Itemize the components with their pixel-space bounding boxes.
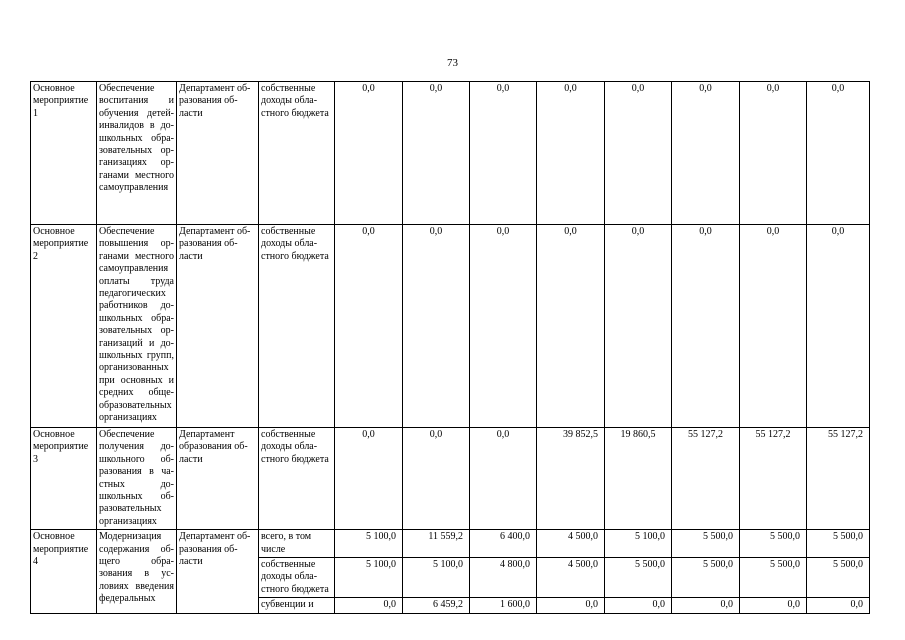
value-cell	[537, 558, 605, 598]
value-cell	[605, 558, 672, 598]
cell-value: 0,0	[831, 83, 845, 94]
cell-value: 0,0	[720, 599, 733, 611]
value-cell	[335, 428, 403, 530]
value-cell	[807, 558, 870, 598]
cell-value: 0,0	[496, 226, 510, 237]
executor-cell: Департамент об-разования об-ласти	[177, 225, 259, 428]
source-cell: собственные доходы обла-стного бюджета	[259, 82, 335, 225]
value-cell	[807, 225, 870, 428]
cell-value: 0,0	[362, 429, 375, 440]
description-cell: Обеспечение воспитания и обучения детей-инвалидов в до-школьных обра-зовательных ор-ганизациях ор-ганами местного самоуправления	[97, 82, 177, 225]
cell-value: 55 127,2	[828, 429, 863, 440]
value-cell	[537, 225, 605, 428]
cell-value: 5 100,0	[366, 559, 396, 571]
cell-value: 55 127,2	[755, 429, 791, 440]
value-cell	[605, 428, 672, 530]
cell-value: 0,0	[429, 226, 443, 237]
value-cell	[740, 225, 807, 428]
cell-value: 0,0	[564, 83, 577, 94]
cell-value: 0,0	[831, 226, 845, 237]
cell-value: 4 500,0	[568, 531, 598, 543]
value-cell	[335, 225, 403, 428]
cell-value: 5 100,0	[635, 531, 665, 543]
value-cell	[807, 530, 870, 558]
value-cell	[335, 530, 403, 558]
value-cell	[807, 82, 870, 225]
cell-value: 6 459,2	[433, 599, 463, 611]
value-cell	[470, 225, 537, 428]
value-cell	[740, 598, 807, 613]
value-cell	[672, 428, 740, 530]
value-cell	[335, 82, 403, 225]
cell-value: 6 400,0	[500, 531, 530, 543]
cell-value: 0,0	[362, 83, 375, 94]
value-cell	[672, 225, 740, 428]
value-cell	[605, 530, 672, 558]
value-cell	[672, 82, 740, 225]
value-cell	[740, 82, 807, 225]
budget-table	[30, 81, 870, 614]
cell-value: 19 860,5	[620, 429, 656, 440]
value-cell	[537, 82, 605, 225]
cell-value: 0,0	[850, 599, 863, 611]
cell-value: 0,0	[429, 429, 443, 440]
executor-cell: Департамент об-разования об-ласти	[177, 82, 259, 225]
cell-value: 0,0	[766, 83, 780, 94]
table-row	[31, 225, 870, 428]
event-cell: Основное мероприятие 4	[31, 530, 97, 613]
cell-value: 5 500,0	[833, 559, 863, 571]
value-cell	[605, 82, 672, 225]
value-cell	[403, 530, 470, 558]
description-cell: Обеспечение получения до-школьного об-разования в ча-стных до-школьных об-разовательных организациях	[97, 428, 177, 530]
event-cell: Основное мероприятие 1	[31, 82, 97, 225]
cell-value: 55 127,2	[688, 429, 723, 440]
value-cell	[403, 598, 470, 613]
cell-value: 0,0	[496, 429, 510, 440]
value-cell	[605, 598, 672, 613]
value-cell	[672, 598, 740, 613]
table-row	[31, 428, 870, 530]
table-row	[31, 530, 870, 558]
value-cell	[672, 558, 740, 598]
cell-value: 1 600,0	[500, 599, 530, 611]
source-cell: всего, в том числе	[259, 530, 335, 558]
cell-value: 0,0	[383, 599, 396, 611]
source-cell: собственные доходы обла-стного бюджета	[259, 558, 335, 598]
value-cell	[807, 428, 870, 530]
cell-value: 0,0	[496, 83, 510, 94]
value-cell	[672, 530, 740, 558]
cell-value: 0,0	[362, 226, 375, 237]
cell-value: 0,0	[631, 226, 645, 237]
value-cell	[470, 428, 537, 530]
cell-value: 39 852,5	[563, 429, 598, 440]
source-cell: собственные доходы обла-стного бюджета	[259, 428, 335, 530]
source-cell: субвенции и	[259, 598, 335, 613]
value-cell	[470, 82, 537, 225]
value-cell	[335, 598, 403, 613]
description-cell: Обеспечение повышения ор-ганами местного самоуправления оплаты труда педагогических работников до-школьных обра-зовательных ор-ганизаций и до-школьных групп, организованных при основных и средних обще-образовательных организациях	[97, 225, 177, 428]
cell-value: 0,0	[652, 599, 665, 611]
event-cell: Основное мероприятие 2	[31, 225, 97, 428]
cell-value: 0,0	[699, 226, 712, 237]
value-cell	[807, 598, 870, 613]
cell-value: 0,0	[631, 83, 645, 94]
cell-value: 5 500,0	[703, 559, 733, 571]
cell-value: 4 500,0	[568, 559, 598, 571]
value-cell	[740, 530, 807, 558]
cell-value: 5 500,0	[635, 559, 665, 571]
value-cell	[537, 530, 605, 558]
executor-cell: Департамент об-разования об-ласти	[177, 530, 259, 613]
cell-value: 4 800,0	[500, 559, 530, 571]
cell-value: 0,0	[787, 599, 800, 611]
value-cell	[605, 225, 672, 428]
cell-value: 5 500,0	[770, 531, 800, 543]
value-cell	[740, 558, 807, 598]
value-cell	[470, 530, 537, 558]
cell-value: 5 500,0	[833, 531, 863, 543]
value-cell	[403, 82, 470, 225]
cell-value: 11 559,2	[428, 531, 463, 543]
source-cell: собственные доходы обла-стного бюджета	[259, 225, 335, 428]
value-cell	[403, 225, 470, 428]
cell-value: 0,0	[429, 83, 443, 94]
description-cell: Модернизация содержания об-щего обра-зования в ус-ловиях введения федеральных	[97, 530, 177, 613]
cell-value: 0,0	[699, 83, 712, 94]
cell-value: 5 100,0	[433, 559, 463, 571]
table-body	[31, 82, 870, 614]
value-cell	[335, 558, 403, 598]
cell-value: 5 500,0	[770, 559, 800, 571]
cell-value: 0,0	[564, 226, 577, 237]
value-cell	[403, 428, 470, 530]
cell-value: 0,0	[585, 599, 598, 611]
executor-cell: Департамент образования об-ласти	[177, 428, 259, 530]
cell-value: 0,0	[766, 226, 780, 237]
value-cell	[470, 598, 537, 613]
cell-value: 5 100,0	[366, 531, 396, 543]
value-cell	[740, 428, 807, 530]
cell-value: 5 500,0	[703, 531, 733, 543]
table-row	[31, 82, 870, 225]
value-cell	[537, 598, 605, 613]
value-cell	[537, 428, 605, 530]
value-cell	[403, 558, 470, 598]
event-cell: Основное мероприятие 3	[31, 428, 97, 530]
value-cell	[470, 558, 537, 598]
page-number: 73	[447, 57, 458, 69]
